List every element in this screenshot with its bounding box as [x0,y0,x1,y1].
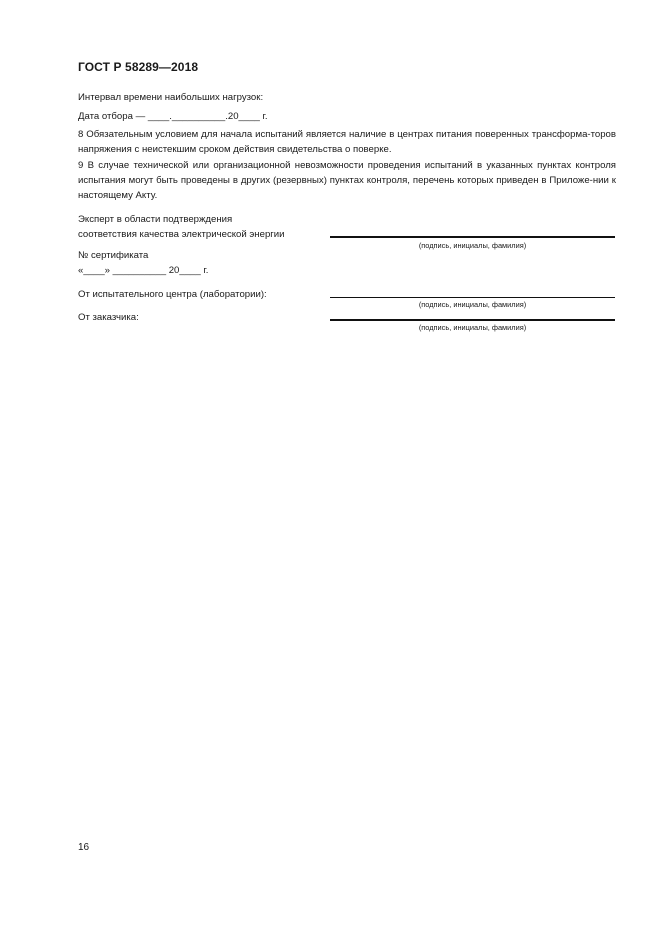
expert-label-line2: соответствия качества электрической энергии [78,229,285,240]
expert-signature-line [330,236,615,238]
page-number: 16 [78,842,90,853]
load-interval-line: Интервал времени наибольших нагрузок: [78,92,264,103]
customer-signature-line [330,319,615,321]
lab-label: От испытательного центра (лаборатории): [78,289,267,300]
lab-signature-caption: (подпись, инициалы, фамилия) [418,300,527,309]
document-header: ГОСТ Р 58289—2018 [78,60,199,74]
expert-label-line1: Эксперт в области подтверждения [78,214,233,225]
certificate-number-label: № сертификата [78,250,149,261]
expert-signature-caption: (подпись, инициалы, фамилия) [418,241,527,250]
sampling-date-line: Дата отбора — ____.__________.20____ г. [78,111,268,122]
certificate-date-line: «____» __________ 20____ г. [78,265,209,276]
customer-signature-caption: (подпись, инициалы, фамилия) [418,323,527,332]
paragraph-9: 9 В случае технической или организационной невозможности проведения испытаний в указанных пунктах контроля испытания могут быть проведены в других (резервных) пунктах контроля, перечень которых приведен в Приложе-нии к настоящему Акту. [78,160,616,201]
customer-label: От заказчика: [78,312,139,323]
paragraph-8: 8 Обязательным условием для начала испытаний является наличие в центрах питания поверенных трансформа-торов напряжения с неистекшим сроком действия свидетельства о поверке. [78,129,616,155]
lab-signature-line [330,297,615,298]
